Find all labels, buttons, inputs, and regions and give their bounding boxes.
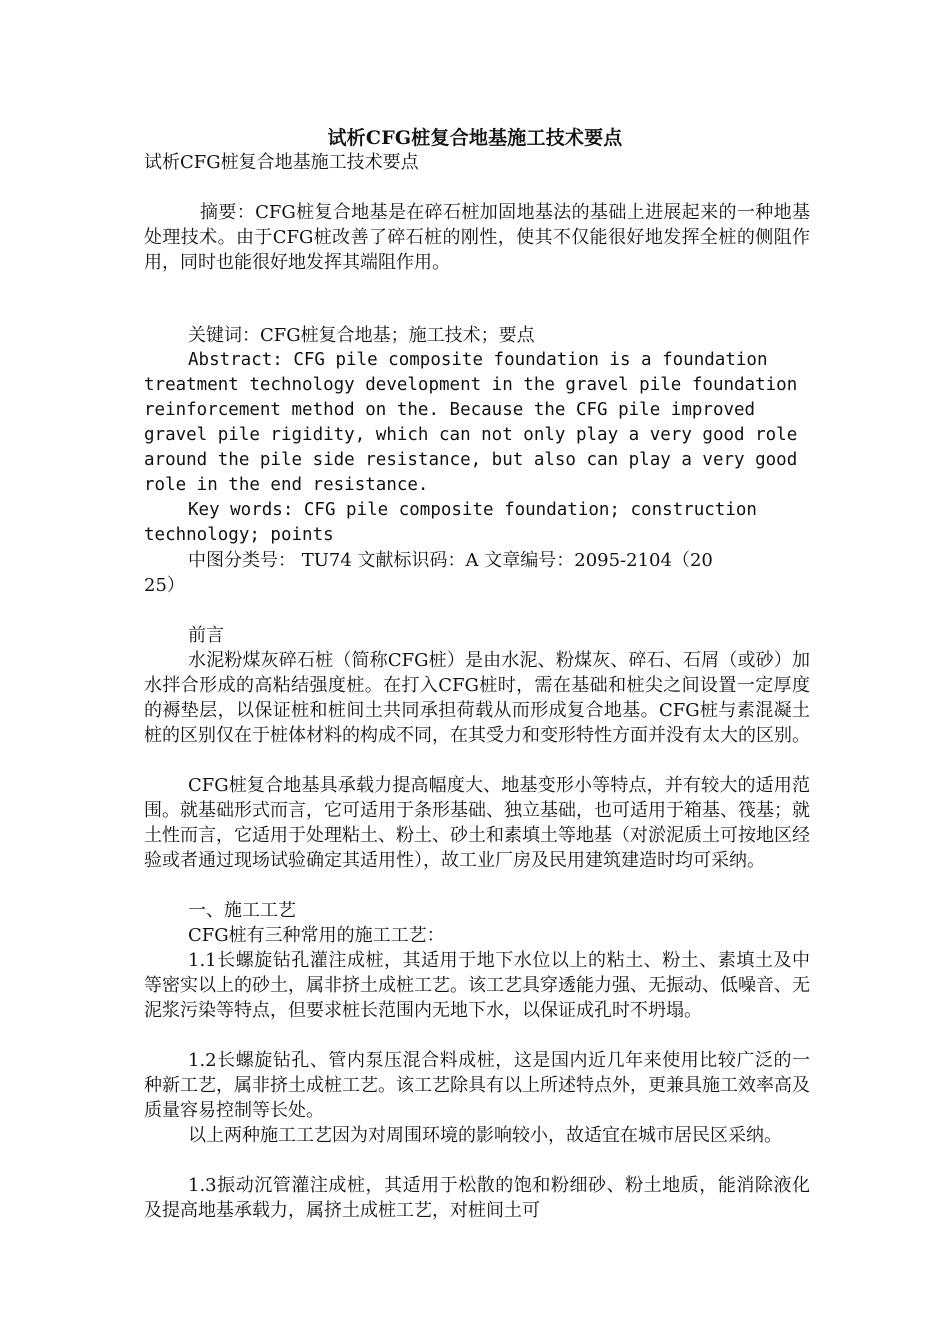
abstract-en: Abstract: CFG pile composite foundation is a foundation treatment technology development in the gravel pile foundation reinforcement method on the. Because the CFG pile improved gravel pile rigidity, which can not only play a very good role around the pile side resistance, but also can play a very good role in the end resistance. [144, 350, 798, 495]
document-subtitle: 试析CFG桩复合地基施工技术要点 [144, 152, 419, 173]
keywords-cn: 关键词：CFG桩复合地基；施工技术；要点 [188, 325, 535, 346]
section-heading-construction: 一、施工工艺 [188, 900, 296, 921]
document-title: 试析CFG桩复合地基施工技术要点 [327, 127, 623, 149]
paragraph-scope: CFG桩复合地基具承载力提高幅度大、地基变形小等特点，并有较大的适用范围。就基础形式而言，它可适用于条形基础、独立基础，也可适用于箱基、筏基；就土性而言，它适用于处理粘土、粉土、砂土和素填土等地基（对淤泥质土可按地区经验或者通过现场试验确定其适用性），故工业厂房及民用建筑建造时均可采纳。 [144, 775, 810, 871]
paragraph-method-1-3: 1.3振动沉管灌注成桩，其适用于松散的饱和粉细砂、粉土地质，能消除液化及提高地基承载力，属挤土成桩工艺，对桩间土可 [144, 1175, 810, 1221]
paragraph-method-1-2: 1.2长螺旋钻孔、管内泵压混合料成桩，这是国内近几年来使用比较广泛的一种新工艺，属非挤土成桩工艺。该工艺除具有以上所述特点外，更兼具施工效率高及质量容易控制等长处。 [144, 1050, 810, 1121]
paragraph-method-1-1: 1.1长螺旋钻孔灌注成桩，其适用于地下水位以上的粘土、粉土、素填土及中等密实以上的砂土，属非挤土成桩工艺。该工艺具穿透能力强、无振动、低噪音、无泥浆污染等特点，但要求桩长范围内无地下水，以保证成孔时不坍塌。 [144, 950, 810, 1021]
preface-heading: 前言 [188, 625, 224, 646]
classification-line: 中图分类号： TU74 文献标识码：A 文章编号：2095-2104（2025） [144, 550, 713, 596]
abstract-cn: 摘要：CFG桩复合地基是在碎石桩加固地基法的基础上进展起来的一种地基处理技术。由于CFG桩改善了碎石桩的刚性，使其不仅能很好地发挥全桩的侧阻作用，同时也能很好地发挥其端阻作用。 [144, 202, 810, 273]
paragraph-methods-intro: CFG桩有三种常用的施工工艺： [188, 925, 445, 946]
keywords-en: Key words: CFG pile composite foundation; construction technology; points [144, 500, 757, 545]
paragraph-urban-note: 以上两种施工工艺因为对周围环境的影响较小，故适宜在城市居民区采纳。 [188, 1125, 782, 1146]
paragraph-intro: 水泥粉煤灰碎石桩（简称CFG桩）是由水泥、粉煤灰、碎石、石屑（或砂）加水拌合形成的高粘结强度桩。在打入CFG桩时，需在基础和桩尖之间设置一定厚度的褥垫层，以保证桩和桩间土共同承担荷载从而形成复合地基。CFG桩与素混凝土桩的区别仅在于桩体材料的构成不同，在其受力和变形特性方面并没有太大的区别。 [144, 650, 810, 746]
